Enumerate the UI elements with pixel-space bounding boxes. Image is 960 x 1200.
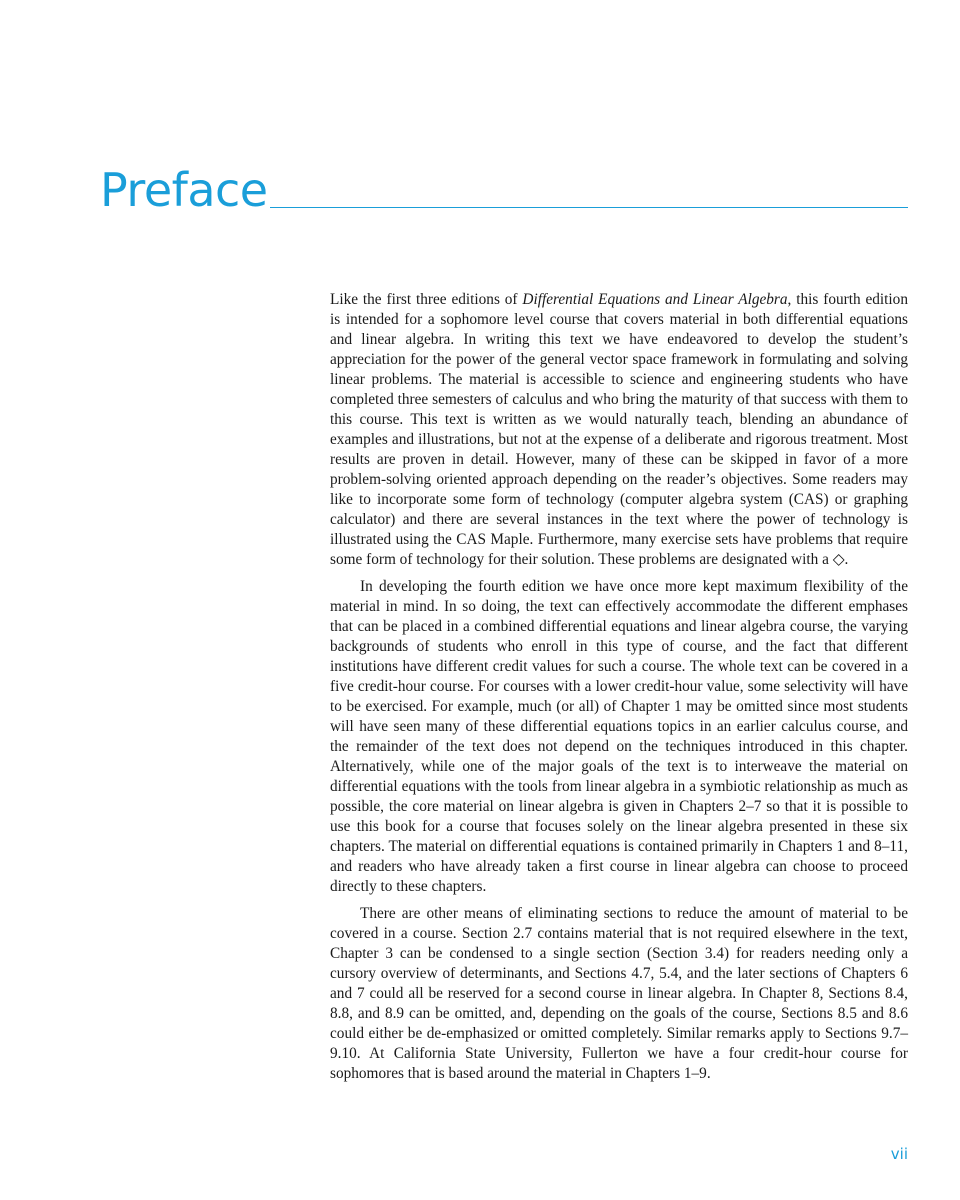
preface-body [330,290,908,1091]
paragraph-1 [330,290,908,570]
paragraph-2: In developing the fourth edition we have once more kept maximum flexibility of the material in mind. In so doing, the text can effectively accommodate the different emphases that can be placed in a combined differential equations and linear algebra course, the varying backgrounds of students who enroll in this type of course, and the fact that different institutions have different credit values for such a course. The whole text can be covered in a five credit-hour course. For courses with a lower credit-hour value, some selectivity will have to be exercised. For example, much (or all) of Chapter 1 may be omitted since most students will have seen many of these differential equations topics in an earlier calculus course, and the remainder of the text does not depend on the techniques introduced in this chapter. Alternatively, while one of the major goals of the text is to interweave the material on differential equations with the tools from linear algebra in a symbiotic relationship as much as possible, the core material on linear algebra is given in Chapters 2–7 so that it is possible to use this book for a course that focuses solely on the linear algebra presented in these six chapters. The material on differential equations is contained primarily in Chapters 1 and 8–11, and readers who have already taken a first course in linear algebra can choose to proceed directly to these chapters. [330,578,908,895]
heading-rule [270,207,908,208]
book-title-italic: Differential Equations and Linear Algebra [522,291,788,308]
paragraph-1-rest: , this fourth edition is intended for a sophomore level course that covers material in both differential equations and linear algebra. In writing this text we have endeavored to develop the student’s appreciation for the power of the general vector space framework in formulating and solving linear problems. The material is accessible to science and engineering students who have completed three semesters of calculus and who bring the maturity of that success with them to this course. This text is written as we would naturally teach, blending an abundance of examples and illustrations, but not at the expense of a deliberate and rigorous treatment. Most results are proven in detail. However, many of these can be skipped in favor of a more problem-solving oriented approach depending on the reader’s objectives. Some readers may like to incorporate some form of technology (computer algebra system (CAS) or graphing calculator) and there are several instances in the text where the power of technology is illustrated using the CAS Maple. Furthermore, many exercise sets have problems that require some form of technology for their solution. These problems are designated with a ◇. [330,291,908,568]
chapter-heading [100,163,908,217]
page-number: vii [890,1145,908,1163]
paragraph-3: There are other means of eliminating sections to reduce the amount of material to be covered in a course. Section 2.7 contains material that is not required elsewhere in the text, Chapter 3 can be condensed to a single section (Section 3.4) for readers needing only a cursory overview of determinants, and Sections 4.7, 5.4, and the later sections of Chapters 6 and 7 could all be reserved for a second course in linear algebra. In Chapter 8, Sections 8.4, 8.8, and 8.9 can be omitted, and, depending on the goals of the course, Sections 8.5 and 8.6 could either be de-emphasized or omitted completely. Similar remarks apply to Sections 9.7–9.10. At California State University, Fullerton we have a four credit-hour course for sophomores that is based around the material in Chapters 1–9. [330,905,908,1082]
paragraph-1-start: Like the first three editions of [330,291,523,308]
page-title: Preface [100,163,268,217]
